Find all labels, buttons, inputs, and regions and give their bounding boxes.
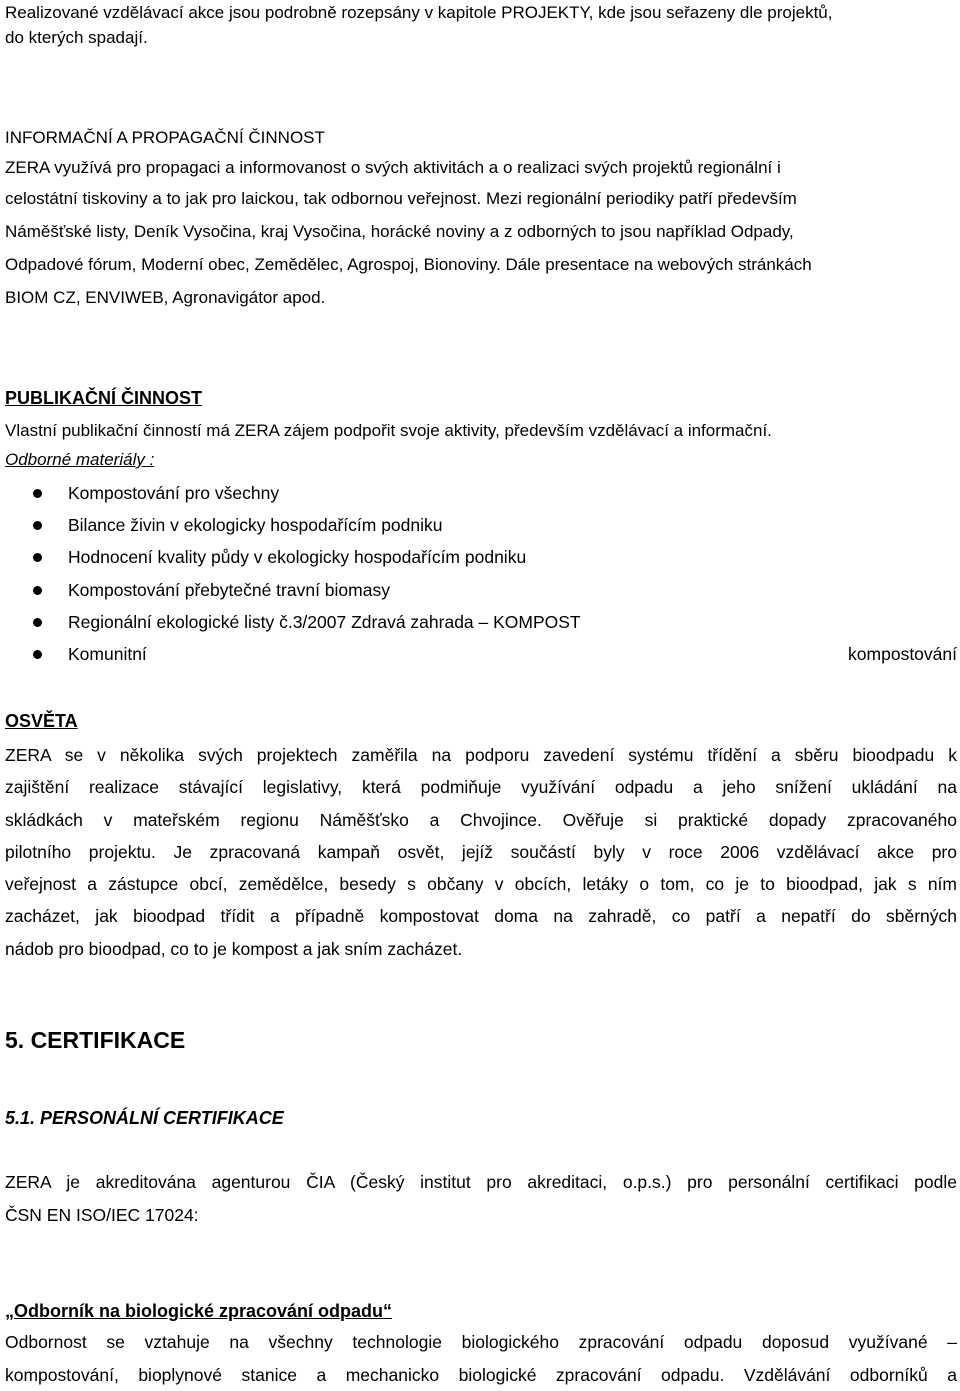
publication-line: Vlastní publikační činností má ZERA zájem podpořit svoje aktivity, především vzdělávací a informační. (5, 421, 772, 440)
outreach-line: nádob pro bioodpad, co to je kompost a jak sním zacházet. (5, 938, 463, 959)
subsection-heading: 5.1. PERSONÁLNÍ CERTIFIKACE (5, 1108, 284, 1128)
outreach-paragraph (5, 739, 957, 965)
intro-line: Realizované vzdělávací akce jsou podrobně rozepsány v kapitole PROJEKTY, kde jsou seřazeny dle projektů, (5, 3, 833, 22)
specialist-block (5, 1298, 957, 1391)
list-item: Kompostování pro všechny (5, 477, 957, 509)
section-outreach (5, 708, 957, 965)
info-line: BIOM CZ, ENVIWEB, Agronavigátor apod. (5, 288, 326, 307)
bullet-icon (33, 521, 42, 530)
outreach-line: pilotního projektu. Je zpracovaná kampaň osvět, jejíž součástí byly v roce 2006 vzdělávací akce pro (5, 841, 957, 862)
specialist-heading: „Odborník na biologické zpracování odpadu“ (5, 1301, 393, 1321)
section-heading-publication: PUBLIKAČNÍ ČINNOST (5, 388, 202, 408)
list-item: Komunitní kompostování (5, 638, 957, 670)
section-publication (5, 385, 957, 670)
outreach-line: zajištění realizace stávající legislativy, která podmiňuje využívání odpadu a jeho snížení ukládání na (5, 777, 957, 798)
info-line: ZERA využívá pro propagaci a informovanost o svých aktivitách a o realizaci svých projektů regionální i (5, 158, 781, 177)
section-heading-outreach: OSVĚTA (5, 711, 78, 731)
intro-line: do kterých spadají. (5, 28, 148, 47)
section-info (5, 125, 957, 314)
outreach-line: veřejnost a zástupce obcí, zemědělce, besedy s občany v obcích, letáky o tom, co je to bioodpad, jak s ním (5, 874, 957, 895)
accreditation-paragraph (5, 1166, 957, 1231)
bullet-icon (33, 650, 42, 659)
materials-subheading: Odborné materiály : (5, 450, 155, 469)
bullet-icon (33, 553, 42, 562)
outreach-line: zacházet, jak bioodpad třídit a případně kompostovat doma na zahradě, co patří a nepatří do sběrných (5, 906, 957, 927)
section-certification (5, 1025, 957, 1055)
info-line: Náměšťské listy, Deník Vysočina, kraj Vysočina, horácké noviny a z odborných to jsou například Odpady, (5, 222, 794, 241)
section-heading-info: INFORMAČNÍ A PROPAGAČNÍ ČINNOST (5, 128, 325, 147)
bullet-icon (33, 586, 42, 595)
specialist-line: kompostování, bioplynové stanice a mechanicko biologické zpracování odpadu. Vzdělávání odborníků a (5, 1364, 957, 1385)
accreditation-line: ZERA je akreditována agenturou ČIA (Český institut pro akreditaci, o.p.s.) pro personální certifikaci podle (5, 1172, 957, 1192)
info-line: celostátní tiskoviny a to jak pro laickou, tak odbornou veřejnost. Mezi regionální periodiky patří především (5, 189, 797, 208)
bullet-icon (33, 618, 42, 627)
info-line: Odpadové fórum, Moderní obec, Zemědělec, Agrospoj, Bionoviny. Dále presentace na webových stránkách (5, 255, 812, 274)
outreach-line: ZERA se v několika svých projektech zaměřila na podporu zavedení systému třídění a sběru bioodpadu k (5, 745, 957, 765)
outreach-line: skládkách v mateřském regionu Náměšťsko a Chvojince. Ověřuje si praktické dopady zpracovaného (5, 809, 957, 830)
specialist-line: Odbornost se vztahuje na všechny technologie biologického zpracování odpadu doposud využívané – (5, 1332, 957, 1352)
accreditation-line: ČSN EN ISO/IEC 17024: (5, 1204, 199, 1225)
list-item: Kompostování přebytečné travní biomasy (5, 574, 957, 606)
subsection-personnel (5, 1105, 957, 1131)
list-item: Bilance živin v ekologicky hospodařícím podniku (5, 509, 957, 541)
list-item: Hodnocení kvality půdy v ekologicky hospodařícím podniku (5, 541, 957, 573)
chapter-heading: 5. CERTIFIKACE (5, 1027, 186, 1053)
bullet-icon (33, 489, 42, 498)
intro-paragraph (5, 0, 957, 50)
materials-list (5, 477, 957, 670)
list-item: Regionální ekologické listy č.3/2007 Zdravá zahrada – KOMPOST (5, 606, 957, 638)
